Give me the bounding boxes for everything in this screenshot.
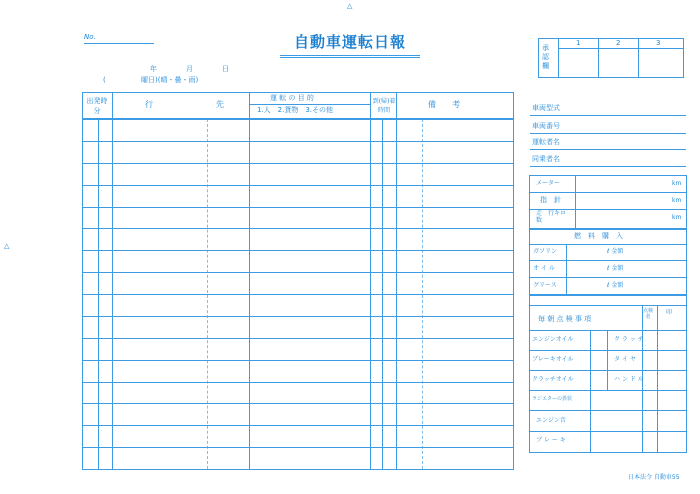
number-underline xyxy=(84,43,154,44)
pointer-unit: km xyxy=(672,197,682,204)
log-row-line xyxy=(83,163,513,164)
col-destination-2: 先 xyxy=(216,100,224,109)
check-brake-oil: ブレーキオイル xyxy=(532,356,574,363)
purpose-options: 1.人 2.貨物 3.その他 xyxy=(257,106,334,114)
distance-unit: km xyxy=(672,214,682,221)
log-row-line xyxy=(83,185,513,186)
inspector-col: 点検者 xyxy=(642,308,653,320)
approval-col-1: 1 xyxy=(576,39,581,47)
approval-label: 承認欄 xyxy=(542,44,549,70)
vehicle-number-label: 車両番号 xyxy=(532,122,560,130)
number-label: No. xyxy=(84,33,96,41)
approval-box xyxy=(538,38,684,78)
log-row-line xyxy=(83,141,513,142)
date-month: 月 xyxy=(186,65,193,73)
col-depart-time: 出発時分 xyxy=(86,97,108,115)
col-destination-1: 行 xyxy=(145,100,153,109)
log-row-line xyxy=(83,250,513,251)
registration-mark-top: △ xyxy=(347,2,353,10)
approval-col-3: 3 xyxy=(656,39,661,47)
date-year: 年 xyxy=(150,65,157,73)
title-underline-2 xyxy=(280,57,420,58)
fuel-oil-unit: ℓ 金額 xyxy=(607,265,624,272)
log-row-line xyxy=(83,382,513,383)
fuel-grease-unit: ℓ 金額 xyxy=(607,282,624,289)
check-radiator: ラジエターの異状 xyxy=(532,396,573,402)
check-handle: ハ ン ド ル xyxy=(614,376,644,383)
col-notes: 備 考 xyxy=(428,100,460,109)
page-title: 自動車運転日報 xyxy=(294,33,407,51)
fuel-gasoline-unit: ℓ 金額 xyxy=(607,248,624,255)
log-row-line xyxy=(83,360,513,361)
log-row-line xyxy=(83,403,513,404)
check-tire: タ イ ヤ xyxy=(614,356,636,363)
title-underline xyxy=(280,55,420,56)
approval-col-2: 2 xyxy=(616,39,621,47)
vehicle-type-label: 車両型式 xyxy=(532,104,560,112)
log-row-line xyxy=(83,338,513,339)
log-row-line xyxy=(83,316,513,317)
log-row-line xyxy=(83,272,513,273)
check-engine-oil: エンジンオイル xyxy=(532,336,574,343)
fuel-grease-label: グリース xyxy=(533,282,557,289)
registration-mark-left: △ xyxy=(4,242,10,250)
log-row-line xyxy=(83,425,513,426)
fuel-oil-label: オ イ ル xyxy=(533,265,555,272)
check-clutch-oil: クラッチオイル xyxy=(532,376,574,383)
driver-name-label: 運転者名 xyxy=(532,138,560,146)
check-clutch: ク ラ ッ チ xyxy=(614,336,644,343)
log-row-line xyxy=(83,207,513,208)
fuel-header: 燃 料 購 入 xyxy=(574,232,623,240)
log-row-line xyxy=(83,447,513,448)
check-engine-sound: エンジン音 xyxy=(536,417,566,424)
log-row-line xyxy=(83,228,513,229)
meter-label: メーター xyxy=(536,180,561,187)
col-purpose: 運 転 の 目 的 xyxy=(270,94,314,102)
weekday-paren: ( xyxy=(103,76,106,84)
check-brake: ブ レ ー キ xyxy=(536,437,566,444)
passenger-name-label: 同乗者名 xyxy=(532,155,560,163)
fuel-gasoline-label: ガソリン xyxy=(533,248,558,255)
col-arrival-time: 到(帰)着時間 xyxy=(372,98,396,114)
distance-label: 走 行キロ数 xyxy=(536,210,567,224)
meter-unit: km xyxy=(672,180,682,187)
pointer-label: 指 針 xyxy=(540,196,561,204)
stamp-col: 印 xyxy=(666,309,673,316)
date-day: 日 xyxy=(222,65,229,73)
log-row-line xyxy=(83,294,513,295)
form-code: 日本法令 自動車55 xyxy=(628,474,680,481)
inspection-header: 毎 朝 点 検 事 項 xyxy=(538,315,592,323)
weekday-weather: 曜日)(晴・曇・雨) xyxy=(141,76,199,84)
main-log-table xyxy=(82,92,514,470)
